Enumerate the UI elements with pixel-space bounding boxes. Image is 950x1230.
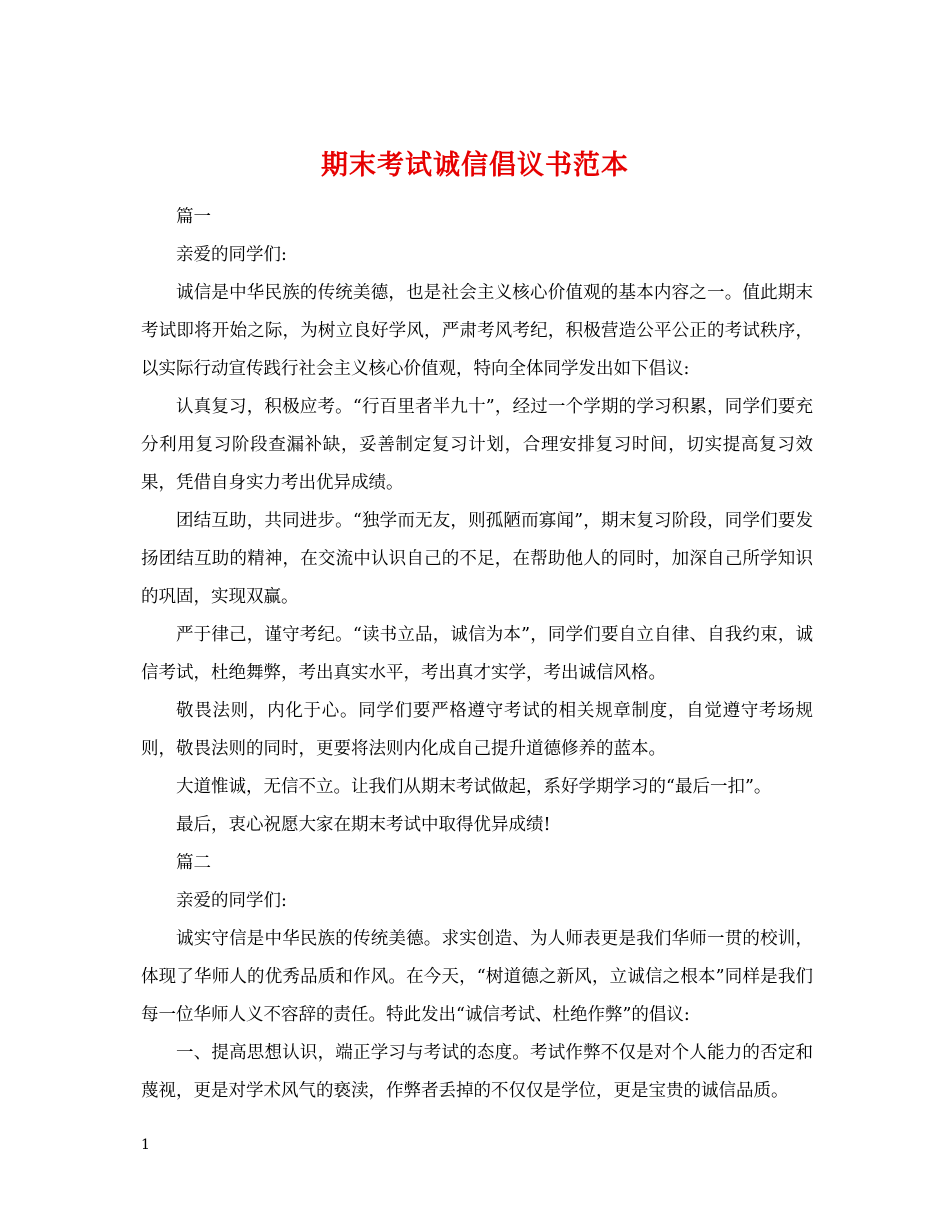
- paragraph: 诚实守信是中华民族的传统美德。求实创造、为人师表更是我们华师一贯的校训，体现了华师人的优秀品质和作风。在今天，“树道德之新风，立诚信之根本”同样是我们每一位华师人义不容辞的责任。特此发出“诚信考试、杜绝作弊”的倡议:: [141, 929, 813, 1025]
- salutation-2: 亲爱的同学们:: [176, 891, 287, 911]
- salutation-1: 亲爱的同学们:: [176, 245, 287, 265]
- paragraph: 团结互助，共同进步。“独学而无友，则孤陋而寡闻”，期末复习阶段，同学们要发扬团结互助的精神，在交流中认识自己的不足，在帮助他人的同时，加深自己所学知识的巩固，实现双赢。: [141, 511, 813, 607]
- paragraph: 认真复习，积极应考。“行百里者半九十”，经过一个学期的学习积累，同学们要充分利用复习阶段查漏补缺，妥善制定复习计划，合理安排复习时间，切实提高复习效果，凭借自身实力考出优异成绩。: [141, 397, 813, 493]
- closing-wish: 最后，衷心祝愿大家在期末考试中取得优异成绩!: [176, 815, 551, 835]
- section-heading-2: 篇二: [176, 853, 211, 873]
- paragraph: 诚信是中华民族的传统美德，也是社会主义核心价值观的基本内容之一。值此期末考试即将开始之际，为树立良好学风，严肃考风考纪，积极营造公平公正的考试秩序，以实际行动宣传践行社会主义核心价值观，特向全体同学发出如下倡议:: [141, 283, 813, 379]
- document-body: [141, 198, 813, 1110]
- document-title: 期末考试诚信倡议书范本: [321, 150, 629, 182]
- paragraph: 大道惟诚，无信不立。让我们从期末考试做起，系好学期学习的“最后一扣”。: [176, 777, 772, 797]
- section-heading-1: 篇一: [176, 207, 211, 227]
- paragraph: 敬畏法则，内化于心。同学们要严格遵守考试的相关规章制度，自觉遵守考场规则，敬畏法则的同时，更要将法则内化成自己提升道德修养的蓝本。: [141, 701, 813, 759]
- page-number: 1: [141, 1137, 150, 1153]
- paragraph: 一、提高思想认识，端正学习与考试的态度。考试作弊不仅是对个人能力的否定和蔑视，更是对学术风气的亵渎，作弊者丢掉的不仅仅是学位，更是宝贵的诚信品质。: [141, 1043, 813, 1101]
- paragraph: 严于律己，谨守考纪。“读书立品，诚信为本”，同学们要自立自律、自我约束，诚信考试，杜绝舞弊，考出真实水平，考出真才实学，考出诚信风格。: [141, 625, 813, 683]
